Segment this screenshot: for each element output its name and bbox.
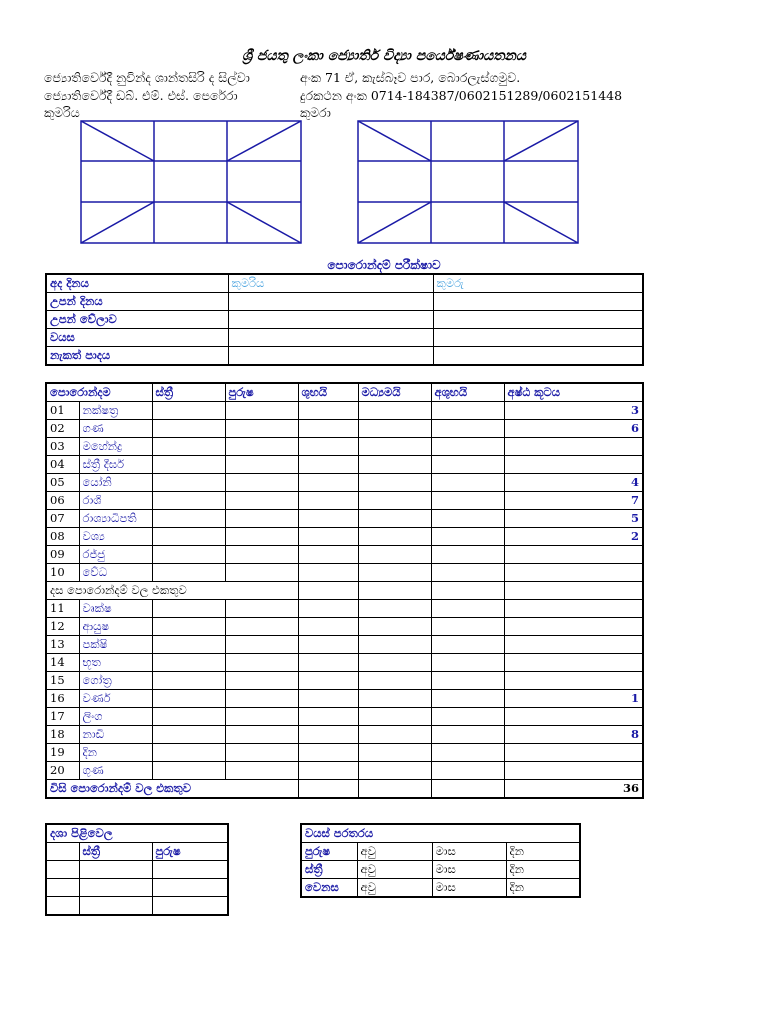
row-number: 19 bbox=[46, 744, 79, 762]
porondam-cell[interactable] bbox=[225, 744, 298, 762]
porondam-cell[interactable] bbox=[152, 528, 225, 546]
dasha-cell[interactable] bbox=[152, 861, 228, 879]
porondam-cell[interactable] bbox=[358, 708, 431, 726]
dasha-cell[interactable] bbox=[79, 879, 152, 897]
grand-total-value: 36 bbox=[504, 780, 643, 799]
porondam-cell[interactable] bbox=[298, 672, 358, 690]
table-row bbox=[46, 708, 643, 726]
age-row-label: පුරුෂ bbox=[301, 843, 357, 861]
porondam-cell[interactable] bbox=[298, 636, 358, 654]
row-number: 11 bbox=[46, 600, 79, 618]
age-row-label: ස්ත්‍රී bbox=[301, 861, 357, 879]
ashta-kuta-score bbox=[504, 546, 643, 564]
porondam-cell[interactable] bbox=[298, 420, 358, 438]
row-number: 15 bbox=[46, 672, 79, 690]
table-row bbox=[46, 492, 643, 510]
dasha-cell[interactable] bbox=[79, 897, 152, 916]
porondam-name: ස්ත්‍රී දීර්ඝ bbox=[79, 456, 152, 474]
porondam-cell[interactable] bbox=[152, 420, 225, 438]
grand-total-label: විසි පොරොන්දම් වල එකතුව bbox=[46, 780, 298, 799]
age-days[interactable]: දින bbox=[506, 861, 580, 879]
horoscope-chart-male bbox=[357, 120, 579, 244]
porondam-cell[interactable] bbox=[152, 744, 225, 762]
dasha-title: දශා පිළිවෙල bbox=[46, 824, 228, 843]
table-row bbox=[46, 456, 643, 474]
dasha-male-header: පුරුෂ bbox=[152, 843, 228, 861]
porondam-cell[interactable] bbox=[358, 564, 431, 582]
ashta-kuta-score bbox=[504, 564, 643, 582]
info-label: වයස bbox=[46, 329, 228, 347]
header-good: ශුභයි bbox=[298, 383, 358, 402]
porondam-cell[interactable] bbox=[431, 744, 504, 762]
porondam-cell[interactable] bbox=[298, 780, 358, 799]
section-title: පොරොන්දම් පරීක්ෂාව bbox=[327, 258, 441, 272]
age-years[interactable]: අවු bbox=[357, 879, 432, 898]
porondam-cell[interactable] bbox=[225, 690, 298, 708]
ashta-kuta-score bbox=[504, 762, 643, 780]
age-years[interactable]: අවු bbox=[357, 843, 432, 861]
age-months[interactable]: මාස bbox=[432, 843, 506, 861]
female-value[interactable] bbox=[228, 293, 433, 311]
porondam-cell[interactable] bbox=[358, 402, 431, 420]
subtotal-value bbox=[504, 582, 643, 600]
porondam-cell[interactable] bbox=[431, 726, 504, 744]
subtotal-label: දස පොරොන්දම් වල එකතුව bbox=[46, 582, 298, 600]
porondam-name: වර්ණ bbox=[79, 690, 152, 708]
porondam-cell[interactable] bbox=[152, 564, 225, 582]
porondam-cell[interactable] bbox=[298, 618, 358, 636]
porondam-cell[interactable] bbox=[358, 618, 431, 636]
porondam-cell[interactable] bbox=[152, 456, 225, 474]
porondam-name: ගුණ bbox=[79, 762, 152, 780]
porondam-cell[interactable] bbox=[298, 654, 358, 672]
porondam-cell[interactable] bbox=[225, 726, 298, 744]
ashta-kuta-score: 8 bbox=[504, 726, 643, 744]
porondam-cell[interactable] bbox=[298, 402, 358, 420]
porondam-cell[interactable] bbox=[152, 492, 225, 510]
porondam-cell[interactable] bbox=[431, 690, 504, 708]
label-female: කුමරිය bbox=[44, 105, 80, 120]
info-label: උපන් දිනය bbox=[46, 293, 228, 311]
porondam-cell[interactable] bbox=[225, 456, 298, 474]
row-number: 20 bbox=[46, 762, 79, 780]
female-value[interactable] bbox=[228, 347, 433, 366]
info-label: නැකත් පාදය bbox=[46, 347, 228, 366]
male-value[interactable] bbox=[433, 347, 643, 366]
porondam-name: මහේන්ද්‍ර bbox=[79, 438, 152, 456]
row-number: 02 bbox=[46, 420, 79, 438]
age-years[interactable]: අවු bbox=[357, 861, 432, 879]
dasha-cell[interactable] bbox=[152, 879, 228, 897]
porondam-cell[interactable] bbox=[358, 420, 431, 438]
porondam-name: නක්ෂත්‍ර bbox=[79, 402, 152, 420]
porondam-name: යෝනි bbox=[79, 474, 152, 492]
porondam-cell[interactable] bbox=[358, 438, 431, 456]
info-label: උපන් වේලාව bbox=[46, 311, 228, 329]
table-row bbox=[46, 402, 643, 420]
row-number: 18 bbox=[46, 726, 79, 744]
porondam-cell[interactable] bbox=[298, 528, 358, 546]
porondam-name: වෘක්ෂ bbox=[79, 600, 152, 618]
ashta-kuta-score bbox=[504, 744, 643, 762]
porondam-cell[interactable] bbox=[152, 636, 225, 654]
porondam-cell[interactable] bbox=[152, 762, 225, 780]
porondam-cell[interactable] bbox=[431, 456, 504, 474]
ashta-kuta-score: 4 bbox=[504, 474, 643, 492]
porondam-cell[interactable] bbox=[358, 600, 431, 618]
porondam-cell[interactable] bbox=[431, 618, 504, 636]
horoscope-chart-female bbox=[80, 120, 302, 244]
porondam-cell[interactable] bbox=[358, 762, 431, 780]
table-row bbox=[46, 762, 643, 780]
row-number: 03 bbox=[46, 438, 79, 456]
dasha-cell[interactable] bbox=[79, 861, 152, 879]
table-row bbox=[46, 654, 643, 672]
porondam-cell[interactable] bbox=[225, 762, 298, 780]
ashta-kuta-score bbox=[504, 636, 643, 654]
porondam-name: ලිංග bbox=[79, 708, 152, 726]
ashta-kuta-score bbox=[504, 600, 643, 618]
table-row bbox=[46, 636, 643, 654]
porondam-cell[interactable] bbox=[431, 780, 504, 799]
row-number: 14 bbox=[46, 654, 79, 672]
porondam-name: ආයුෂ bbox=[79, 618, 152, 636]
row-number: 05 bbox=[46, 474, 79, 492]
porondam-cell[interactable] bbox=[152, 600, 225, 618]
porondam-cell[interactable] bbox=[225, 492, 298, 510]
table-row bbox=[46, 420, 643, 438]
porondam-name: රාශ්‍යාධිපති bbox=[79, 510, 152, 528]
porondam-cell[interactable] bbox=[431, 654, 504, 672]
col-female-header: කුමරිය bbox=[228, 274, 433, 293]
porondam-cell[interactable] bbox=[358, 744, 431, 762]
porondam-cell[interactable] bbox=[225, 438, 298, 456]
porondam-name: ගණ bbox=[79, 420, 152, 438]
header-ashta-kuta: අෂ්ඨ කූටය bbox=[504, 383, 643, 402]
female-value[interactable] bbox=[228, 311, 433, 329]
dasha-table bbox=[45, 823, 229, 916]
age-days[interactable]: දින bbox=[506, 879, 580, 898]
table-row bbox=[46, 618, 643, 636]
ashta-kuta-score: 6 bbox=[504, 420, 643, 438]
info-table bbox=[45, 273, 644, 366]
row-number: 07 bbox=[46, 510, 79, 528]
age-row-label: වෙනස bbox=[301, 879, 357, 898]
ashta-kuta-score bbox=[504, 456, 643, 474]
age-difference-table bbox=[300, 823, 581, 898]
porondam-cell[interactable] bbox=[152, 672, 225, 690]
porondam-cell[interactable] bbox=[225, 618, 298, 636]
table-row bbox=[46, 690, 643, 708]
porondam-cell[interactable] bbox=[358, 492, 431, 510]
porondam-cell[interactable] bbox=[431, 582, 504, 600]
row-number: 08 bbox=[46, 528, 79, 546]
astrologer-1: ජ්‍යොතිර්වේදී නුවින්ද ශාන්තසිරි ද සිල්වා bbox=[44, 70, 250, 85]
porondam-cell[interactable] bbox=[431, 420, 504, 438]
porondam-cell[interactable] bbox=[431, 492, 504, 510]
porondam-cell[interactable] bbox=[152, 438, 225, 456]
porondam-cell[interactable] bbox=[152, 402, 225, 420]
ashta-kuta-score bbox=[504, 708, 643, 726]
row-number: 06 bbox=[46, 492, 79, 510]
row-number: 12 bbox=[46, 618, 79, 636]
porondam-name: රජ්ජු bbox=[79, 546, 152, 564]
porondam-cell[interactable] bbox=[298, 510, 358, 528]
porondam-cell[interactable] bbox=[225, 564, 298, 582]
ashta-kuta-score: 7 bbox=[504, 492, 643, 510]
porondam-cell[interactable] bbox=[225, 402, 298, 420]
porondam-cell[interactable] bbox=[152, 690, 225, 708]
dasha-cell[interactable] bbox=[152, 897, 228, 916]
porondam-cell[interactable] bbox=[431, 636, 504, 654]
porondam-cell[interactable] bbox=[298, 492, 358, 510]
porondam-cell[interactable] bbox=[225, 420, 298, 438]
row-number: 17 bbox=[46, 708, 79, 726]
porondam-cell[interactable] bbox=[298, 726, 358, 744]
porondam-cell[interactable] bbox=[358, 546, 431, 564]
table-row bbox=[46, 546, 643, 564]
row-number: 10 bbox=[46, 564, 79, 582]
porondam-cell[interactable] bbox=[298, 762, 358, 780]
female-value[interactable] bbox=[228, 329, 433, 347]
header-female: ස්ත්‍රී bbox=[152, 383, 225, 402]
porondam-cell[interactable] bbox=[431, 672, 504, 690]
porondam-cell[interactable] bbox=[431, 762, 504, 780]
porondam-cell[interactable] bbox=[298, 690, 358, 708]
header-medium: මධ්‍යමයි bbox=[358, 383, 431, 402]
porondam-cell[interactable] bbox=[358, 582, 431, 600]
info-label: අද දිනය bbox=[46, 274, 228, 293]
porondam-cell[interactable] bbox=[225, 546, 298, 564]
ashta-kuta-score: 2 bbox=[504, 528, 643, 546]
address: අංක 71 ඒ, කැස්බෑව පාර, බොරලැස්ගමුව. bbox=[300, 70, 521, 85]
table-row bbox=[46, 672, 643, 690]
age-months[interactable]: මාස bbox=[432, 879, 506, 898]
porondam-name: වේධ bbox=[79, 564, 152, 582]
label-male: කුමරා bbox=[300, 105, 331, 120]
ashta-kuta-score: 3 bbox=[504, 402, 643, 420]
porondam-cell[interactable] bbox=[225, 510, 298, 528]
porondam-cell[interactable] bbox=[298, 438, 358, 456]
porondam-cell[interactable] bbox=[152, 708, 225, 726]
porondam-cell[interactable] bbox=[152, 474, 225, 492]
porondam-cell[interactable] bbox=[225, 474, 298, 492]
porondam-cell[interactable] bbox=[358, 726, 431, 744]
porondam-cell[interactable] bbox=[152, 618, 225, 636]
ashta-kuta-score bbox=[504, 672, 643, 690]
ashta-kuta-score bbox=[504, 654, 643, 672]
porondam-cell[interactable] bbox=[225, 600, 298, 618]
porondam-cell[interactable] bbox=[431, 510, 504, 528]
porondam-cell[interactable] bbox=[152, 510, 225, 528]
male-value[interactable] bbox=[433, 293, 643, 311]
row-number: 04 bbox=[46, 456, 79, 474]
porondam-cell[interactable] bbox=[431, 546, 504, 564]
porondam-cell[interactable] bbox=[431, 438, 504, 456]
table-row bbox=[46, 600, 643, 618]
porondam-name: ගෝත්‍ර bbox=[79, 672, 152, 690]
porondam-cell[interactable] bbox=[152, 654, 225, 672]
ashta-kuta-score: 5 bbox=[504, 510, 643, 528]
table-row bbox=[46, 474, 643, 492]
porondam-cell[interactable] bbox=[358, 654, 431, 672]
col-male-header: කුමරු bbox=[433, 274, 643, 293]
porondam-name: පක්ෂි bbox=[79, 636, 152, 654]
porondam-cell[interactable] bbox=[298, 600, 358, 618]
row-number: 01 bbox=[46, 402, 79, 420]
ashta-kuta-score: 1 bbox=[504, 690, 643, 708]
row-number: 16 bbox=[46, 690, 79, 708]
phone-numbers: දුරකථන අංක 0714-184387/0602151289/0602151448 bbox=[300, 88, 623, 103]
porondam-cell[interactable] bbox=[298, 708, 358, 726]
age-months[interactable]: මාස bbox=[432, 861, 506, 879]
porondam-cell[interactable] bbox=[431, 708, 504, 726]
porondam-name: වශ්‍ය bbox=[79, 528, 152, 546]
porondam-name: දින bbox=[79, 744, 152, 762]
header-male: පුරුෂ bbox=[225, 383, 298, 402]
header-porondam: පොරොන්දම bbox=[46, 383, 152, 402]
porondam-name: නාඩි bbox=[79, 726, 152, 744]
porondam-cell[interactable] bbox=[298, 744, 358, 762]
table-row bbox=[46, 744, 643, 762]
porondam-cell[interactable] bbox=[358, 672, 431, 690]
dasha-female-header: ස්ත්‍රී bbox=[79, 843, 152, 861]
porondam-cell[interactable] bbox=[152, 546, 225, 564]
porondam-cell[interactable] bbox=[225, 528, 298, 546]
table-row bbox=[46, 510, 643, 528]
male-value[interactable] bbox=[433, 311, 643, 329]
porondam-cell[interactable] bbox=[358, 690, 431, 708]
porondam-cell[interactable] bbox=[431, 528, 504, 546]
porondam-cell[interactable] bbox=[298, 456, 358, 474]
porondam-cell[interactable] bbox=[431, 474, 504, 492]
porondam-cell[interactable] bbox=[358, 528, 431, 546]
porondam-cell[interactable] bbox=[152, 726, 225, 744]
header-bad: අශුභයි bbox=[431, 383, 504, 402]
porondam-cell[interactable] bbox=[298, 582, 358, 600]
page-title: ශ්‍රී ජයතු ලංකා ජ්‍යොතිර් විද්‍යා පර්යේෂණායතනය bbox=[242, 48, 526, 64]
ashta-kuta-score bbox=[504, 438, 643, 456]
porondam-cell[interactable] bbox=[225, 672, 298, 690]
porondam-cell[interactable] bbox=[431, 402, 504, 420]
table-row bbox=[46, 528, 643, 546]
porondam-name: භූත bbox=[79, 654, 152, 672]
porondam-cell[interactable] bbox=[431, 564, 504, 582]
table-row bbox=[46, 564, 643, 582]
row-number: 09 bbox=[46, 546, 79, 564]
porondam-name: රාශි bbox=[79, 492, 152, 510]
porondam-cell[interactable] bbox=[358, 636, 431, 654]
grand-total-row bbox=[46, 780, 643, 799]
porondam-cell[interactable] bbox=[298, 564, 358, 582]
astrologer-2: ජ්‍යොතිර්වේදී ඩබ්. එම්. එස්. පෙරේරා bbox=[44, 88, 238, 103]
age-days[interactable]: දින bbox=[506, 843, 580, 861]
table-row bbox=[46, 726, 643, 744]
age-title: වයස් පරතරය bbox=[301, 824, 580, 843]
porondam-cell[interactable] bbox=[225, 654, 298, 672]
ashta-kuta-score bbox=[504, 618, 643, 636]
porondam-table bbox=[45, 382, 644, 799]
row-number: 13 bbox=[46, 636, 79, 654]
porondam-cell[interactable] bbox=[431, 600, 504, 618]
male-value[interactable] bbox=[433, 329, 643, 347]
porondam-cell[interactable] bbox=[358, 780, 431, 799]
subtotal-row bbox=[46, 582, 643, 600]
table-row bbox=[46, 438, 643, 456]
porondam-cell[interactable] bbox=[358, 474, 431, 492]
porondam-cell[interactable] bbox=[225, 636, 298, 654]
porondam-cell[interactable] bbox=[298, 546, 358, 564]
porondam-cell[interactable] bbox=[358, 456, 431, 474]
porondam-cell[interactable] bbox=[225, 708, 298, 726]
porondam-cell[interactable] bbox=[298, 474, 358, 492]
porondam-cell[interactable] bbox=[358, 510, 431, 528]
